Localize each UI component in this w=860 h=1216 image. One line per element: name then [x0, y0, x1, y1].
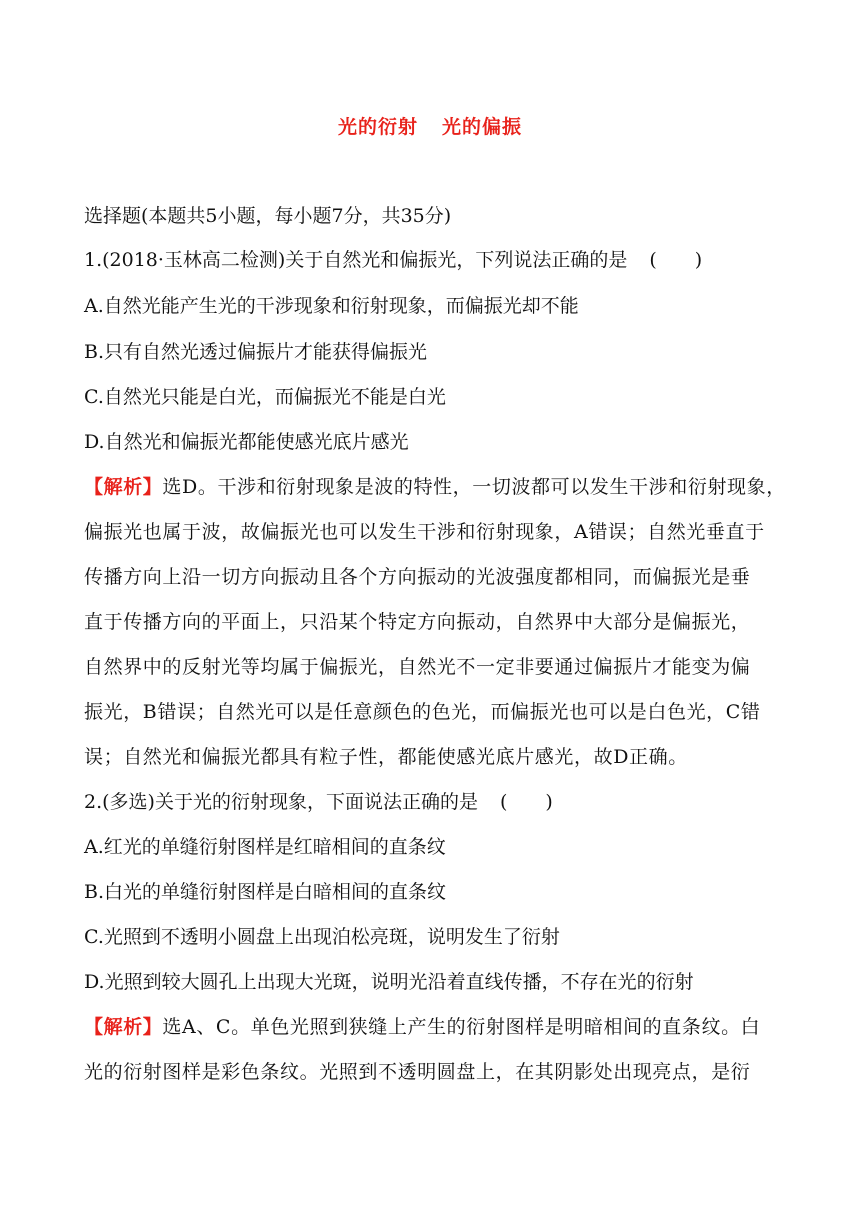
q1-option-d: D.自然光和偏振光都能使感光底片感光: [84, 431, 409, 453]
q1-stem-text: 1.(2018·玉林高二检测)关于自然光和偏振光，下列说法正确的是: [84, 249, 628, 271]
q1-analysis-label: 【解析】: [84, 476, 163, 498]
q2-stem: [84, 788, 553, 816]
q2-option-d: D.光照到较大圆孔上出现大光斑，说明光沿着直线传播，不存在光的衍射: [84, 971, 694, 993]
q2-option-c: C.光照到不透明小圆盘上出现泊松亮斑，说明发生了衍射: [84, 926, 560, 948]
q2-analysis-line-1: [84, 1013, 760, 1041]
q1-analysis-line-1: [84, 473, 786, 501]
page-title: [0, 112, 860, 139]
q1-analysis-line-4: 直于传播方向的平面上，只沿某个特定方向振动，自然界中大部分是偏振光，: [84, 611, 751, 633]
title-part-diffraction: 光的衍射: [337, 116, 418, 138]
q2-stem-text: 2.(多选)关于光的衍射现象，下面说法正确的是: [84, 791, 478, 813]
q1-stem: [84, 246, 702, 274]
q1-option-b: B.只有自然光透过偏振片才能获得偏振光: [84, 341, 428, 363]
q1-analysis-line-6: 振光，B错误；自然光可以是任意颜色的色光，而偏振光也可以是白色光，C错: [84, 701, 761, 723]
q2-answer-blank: ( ): [499, 791, 553, 813]
q1-option-a: A.自然光能产生光的干涉现象和衍射现象，而偏振光却不能: [84, 295, 579, 317]
q1-analysis-line-3: 传播方向上沿一切方向振动且各个方向振动的光波强度都相同，而偏振光是垂: [84, 566, 751, 588]
q1-analysis-line-7: 误；自然光和偏振光都具有粒子性，都能使感光底片感光，故D正确。: [84, 746, 688, 768]
q1-answer-blank: ( ): [649, 249, 703, 271]
q2-option-b: B.白光的单缝衍射图样是白暗相间的直条纹: [84, 881, 447, 903]
q1-option-c: C.自然光只能是白光，而偏振光不能是白光: [84, 386, 446, 408]
title-part-polarization: 光的偏振: [442, 116, 523, 138]
q2-analysis-line-2: 光的衍射图样是彩色条纹。光照到不透明圆盘上，在其阴影处出现亮点，是衍: [84, 1061, 751, 1083]
q2-option-a: A.红光的单缝衍射图样是红暗相间的直条纹: [84, 836, 446, 858]
q1-analysis-line-5: 自然界中的反射光等均属于偏振光，自然光不一定非要通过偏振片才能变为偏: [84, 656, 751, 678]
q2-analysis-label: 【解析】: [84, 1016, 163, 1038]
q2-analysis-text-1: 选A、C。单色光照到狭缝上产生的衍射图样是明暗相间的直条纹。白: [162, 1016, 761, 1038]
q1-analysis-line-2: 偏振光也属于波，故偏振光也可以发生干涉和衍射现象，A错误；自然光垂直于: [84, 521, 765, 543]
q1-analysis-text-1: 选D。干涉和衍射现象是波的特性，一切波都可以发生干涉和衍射现象，: [162, 476, 786, 498]
section-header: 选择题(本题共5小题，每小题7分，共35分): [84, 205, 452, 227]
